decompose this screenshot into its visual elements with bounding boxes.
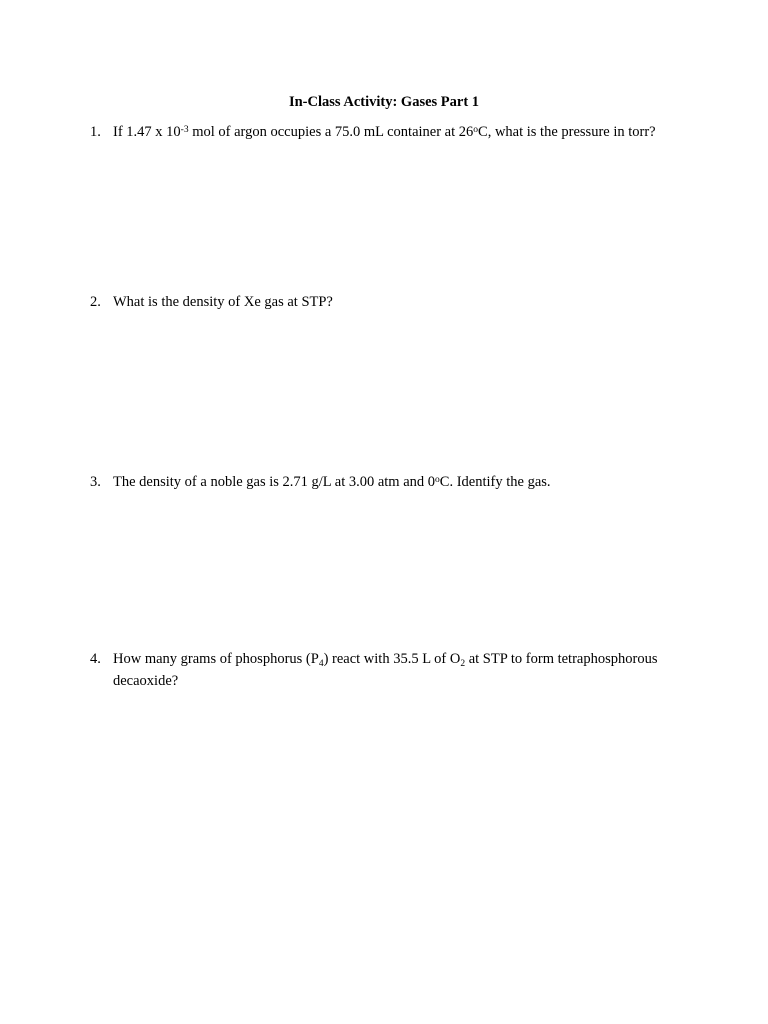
question-text	[113, 649, 680, 691]
question-number: 4.	[90, 651, 101, 667]
question-text	[113, 472, 680, 492]
question-text-part: mol of argon occupies a 75.0 mL container at 26	[188, 124, 474, 140]
question-3	[90, 472, 680, 492]
question-number: 1.	[90, 124, 101, 140]
question-number: 3.	[90, 474, 101, 490]
question-text-part: If 1.47 x 10	[113, 124, 181, 140]
degree-symbol: o	[473, 125, 479, 135]
question-text-part: ) react with 35.5 L of O	[323, 651, 461, 667]
question-1	[90, 122, 680, 142]
degree-symbol: o	[435, 475, 440, 485]
question-text-part: How many grams of phosphorus (P	[113, 651, 319, 667]
worksheet-title: In-Class Activity: Gases Part 1	[288, 94, 480, 110]
question-number: 2.	[90, 294, 101, 310]
question-4	[90, 649, 680, 691]
question-text	[113, 122, 680, 142]
question-text-part: C. Identify the gas.	[439, 474, 551, 490]
question-text-part: C, what is the pressure in torr?	[478, 124, 656, 140]
subscript: 2	[460, 659, 466, 669]
question-text-part: at STP to form tetraphosphorous decaoxide?	[113, 651, 658, 689]
question-2	[90, 292, 680, 312]
subscript: 4	[318, 659, 324, 669]
question-text-part: The density of a noble gas is 2.71 g/L at 3.00 atm and 0	[113, 474, 436, 490]
question-text: What is the density of Xe gas at STP?	[113, 294, 333, 310]
exponent: -3	[180, 125, 189, 135]
